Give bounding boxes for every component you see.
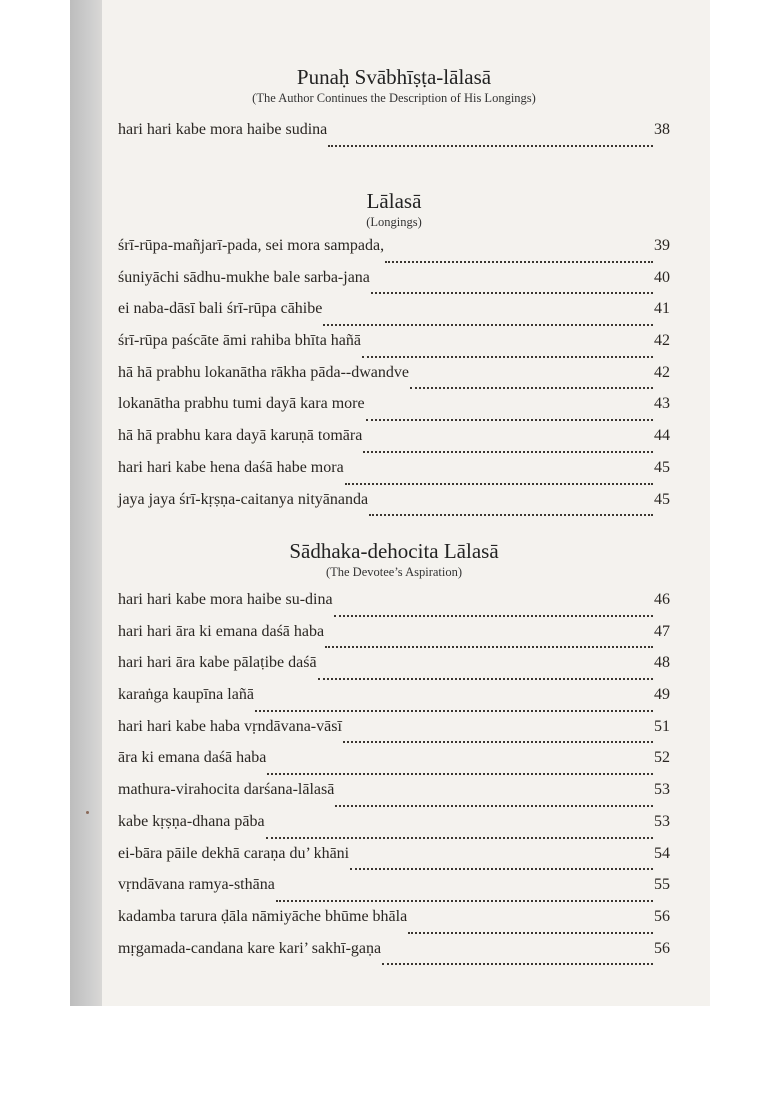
toc-entry-title: hari hari kabe mora haibe sudina [118,121,328,138]
toc-entry-page-number: 52 [654,749,670,767]
toc-entry-title: lokanātha prabhu tumi dayā kara more [118,395,365,413]
toc-entry-page-number: 47 [654,622,670,640]
toc-entry [118,685,670,717]
toc-entry [118,363,670,395]
toc-entry-page-number: 51 [654,717,670,735]
toc-entry-title: mṛgamada-candana kare kari’ sakhī-gaṇa [118,939,382,957]
paper-speck [86,811,89,814]
toc-entry-title: śrī-rūpa paścāte āmi rahiba bhīta hañā [118,332,361,350]
toc-entry-title: āra ki emana daśā haba [118,749,267,767]
toc-entry [118,875,670,907]
toc-entry [118,717,670,749]
toc-entry [118,299,670,331]
toc-entry-title: hari hari kabe hena daśā habe mora [118,458,344,476]
dot-leader [369,514,653,516]
dot-leader [382,963,653,965]
toc-entry-page-number: 53 [654,781,670,799]
dot-leader [410,387,653,389]
dot-leader [267,773,653,775]
dot-leader [334,615,653,617]
toc-entry-page-number: 45 [654,458,670,476]
toc-entry [118,426,670,458]
toc-entry-title: jaya jaya śrī-kṛṣṇa-caitanya nityānanda [118,490,369,508]
toc-entry-title: hari hari kabe haba vṛndāvana-vāsī [118,717,342,735]
toc-entry-page-number: 55 [654,876,670,894]
toc-entry-title: kadamba tarura ḍāla nāmiyāche bhūme bhāla [118,907,408,925]
dot-leader [371,292,653,294]
dot-leader [325,646,653,648]
dot-leader [276,900,653,902]
toc-entry-page-number: 42 [654,363,670,381]
dot-leader [343,741,653,743]
toc-entry-page-number: 54 [654,844,670,862]
toc-entry-page-number: 40 [654,268,670,286]
toc-entry [118,907,670,939]
toc-entry-title: ei naba-dāsī bali śrī-rūpa cāhibe [118,300,323,318]
toc-entry [118,590,670,622]
toc-entry-title: kabe kṛṣṇa-dhana pāba [118,812,265,830]
section-subtitle: (Longings) [366,215,422,229]
toc-entry [118,939,670,971]
dot-leader [350,868,653,870]
toc-entry-page-number: 43 [654,395,670,413]
dot-leader [335,805,653,807]
section-entries [118,236,670,521]
toc-entry-title: śrī-rūpa-mañjarī-pada, sei mora sampada, [118,237,385,254]
toc-entry-page-number: 39 [654,237,670,254]
book-page [70,0,710,1006]
toc-entry [118,812,670,844]
toc-entry [118,780,670,812]
section-subtitle: (The Author Continues the Description of His Longings) [252,91,536,105]
toc-entry-title: mathura-virahocita darśana-lālasā [118,781,335,799]
toc-entry [118,458,670,490]
dot-leader [366,419,653,421]
toc-entry-page-number: 49 [654,686,670,704]
toc-entry-page-number: 46 [654,591,670,608]
dot-leader [323,324,653,326]
toc-entry-title: hā hā prabhu kara dayā karuṇā tomāra [118,427,363,445]
dot-leader [345,483,653,485]
toc-entry-page-number: 56 [654,939,670,957]
toc-entry [118,748,670,780]
toc-entry [118,268,670,300]
toc-entry-title: hā hā prabhu lokanātha rākha pāda--dwandve [118,363,409,381]
toc-entry-title: ei-bāra pāile dekhā caraṇa du’ khāni [118,844,350,862]
section-title: Lālasā [366,189,422,213]
toc-entry [118,653,670,685]
toc-entry [118,622,670,654]
toc-entry [118,120,670,152]
dot-leader [255,710,653,712]
toc-entry-title: hari hari kabe mora haibe su-dina [118,591,333,608]
section-entries [118,590,670,970]
toc-entry-page-number: 45 [654,490,670,508]
page-spine-shadow [70,0,102,1006]
section-subtitle: (The Devotee’s Aspiration) [325,565,463,579]
dot-leader [385,261,653,263]
toc-entry-title: vṛndāvana ramya-sthāna [118,876,275,894]
toc-entry [118,490,670,522]
dot-leader [408,932,653,934]
toc-entry [118,331,670,363]
toc-entry-page-number: 48 [654,654,670,672]
dot-leader [328,145,653,147]
dot-leader [266,837,653,839]
section-title: Sādhaka-dehocita Lālasā [289,539,499,563]
toc-entry-page-number: 42 [654,332,670,350]
toc-entry-page-number: 44 [654,427,670,445]
toc-entry-page-number: 41 [654,300,670,318]
section-title: Punaḥ Svābhīṣṭa-lālasā [296,65,492,89]
section-entries [118,120,670,152]
toc-entry [118,844,670,876]
toc-entry-page-number: 56 [654,907,670,925]
toc-entry-page-number: 53 [654,812,670,830]
dot-leader [362,356,653,358]
toc-entry-title: hari hari āra kabe pālaṭibe daśā [118,654,317,672]
section-punah-svabhista-lalasa [118,64,670,106]
section-sadhaka-dehocita-lalasa [118,538,670,580]
dot-leader [318,678,653,680]
toc-entry [118,236,670,268]
toc-entry-title: karaṅga kaupīna lañā [118,686,254,704]
toc-entry-title: śuniyāchi sādhu-mukhe bale sarba-jana [118,268,370,286]
toc-entry-title: hari hari āra ki emana daśā haba [118,622,325,640]
toc-entry-page-number: 38 [654,121,670,138]
toc-entry [118,394,670,426]
dot-leader [363,451,653,453]
section-lalasa [118,188,670,230]
